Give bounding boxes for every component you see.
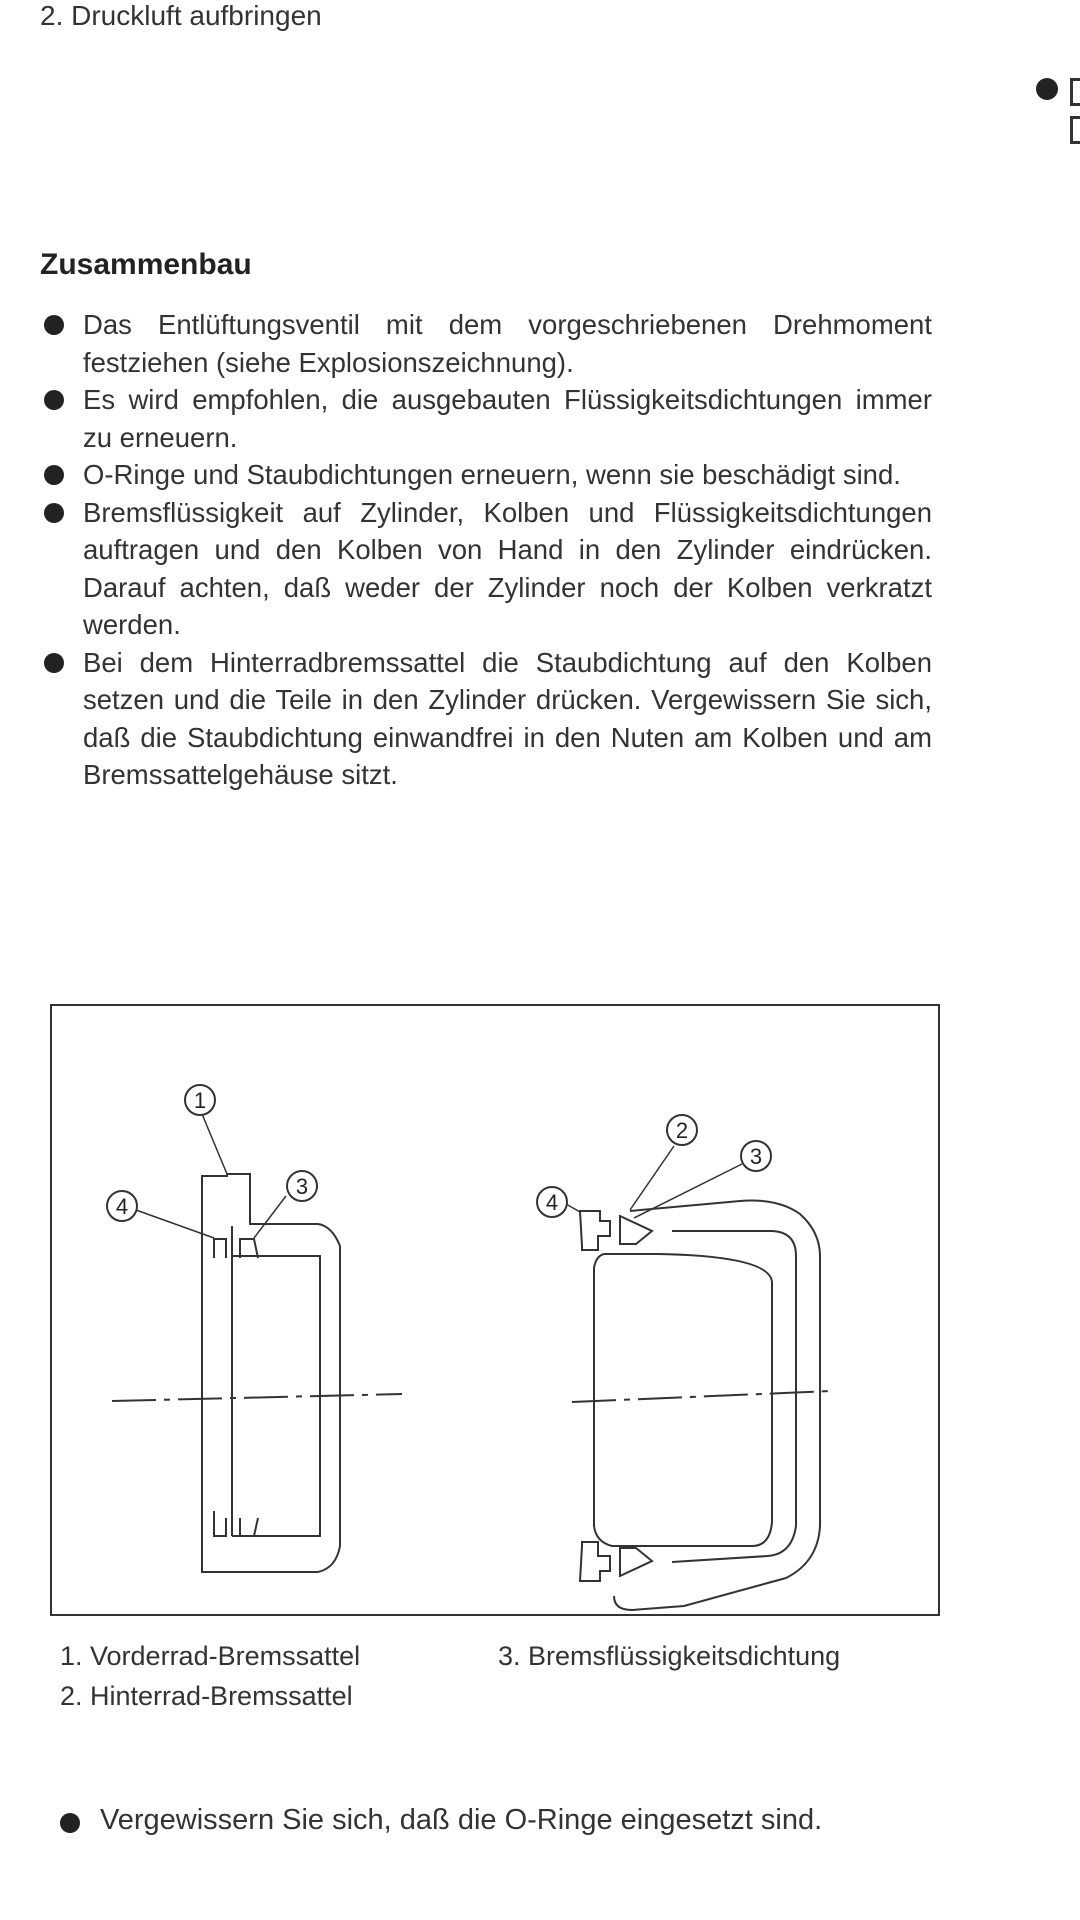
legend-item: 1. Vorderrad-Bremssattel — [60, 1641, 361, 1671]
instruction-item: Bei dem Hinterradbremssattel die Staubdichtung auf den Kolben setzen und die Teile in den Zylinder drücken. Vergewissern Sie sich, daß die Staubdichtung einwandfrei in den Nuten am Kolben und am Bremssattelgehäuse sitzt. — [40, 644, 932, 794]
section-heading: Zusammenbau — [40, 248, 252, 281]
instruction-item: Das Entlüftungsventil mit dem vorgeschriebenen Drehmoment festziehen (siehe Explosionszeichnung). — [40, 306, 932, 381]
callout-label: 3 — [295, 1174, 309, 1199]
brake-caliper-diagram — [50, 1004, 940, 1616]
cut-off-column-fragment — [1036, 70, 1080, 150]
caliper-cross-section-drawing — [52, 1006, 942, 1618]
bullet-dot-icon — [1036, 78, 1058, 100]
callout-label: 2 — [675, 1118, 689, 1143]
figure-legend-left — [60, 1636, 360, 1716]
instruction-item: O-Ringe und Staubdichtungen erneuern, wenn sie beschädigt sind. — [40, 456, 932, 494]
callout-4 — [537, 1187, 567, 1217]
bracket-glyph-icon — [1070, 78, 1080, 106]
instruction-item: Bremsflüssigkeit auf Zylinder, Kolben und Flüssigkeitsdichtungen auftragen und den Kolben von Hand in den Zylinder eindrücken. Darauf achten, daß weder der Zylinder noch der Kolben verkratzt werden. — [40, 494, 932, 644]
callout-3 — [287, 1171, 317, 1201]
callout-label: 4 — [545, 1190, 559, 1215]
assembly-instructions-list — [40, 306, 932, 794]
front-caliper-section — [112, 1114, 402, 1572]
rear-caliper-section — [566, 1146, 832, 1610]
callout-label: 4 — [115, 1194, 129, 1219]
callout-3 — [741, 1141, 771, 1171]
instruction-item: Es wird empfohlen, die ausgebauten Flüssigkeitsdichtungen immer zu erneuern. — [40, 381, 932, 456]
figure-legend-right — [498, 1636, 840, 1676]
callout-1 — [185, 1085, 215, 1115]
legend-item: 2. Hinterrad-Bremssattel — [60, 1681, 353, 1711]
step-text: 2. Druckluft aufbringen — [40, 0, 322, 31]
callout-label: 3 — [749, 1144, 763, 1169]
callout-label: 1 — [193, 1088, 207, 1113]
callout-2 — [667, 1115, 697, 1145]
final-instruction: Vergewissern Sie sich, daß die O-Ringe eingesetzt sind. — [60, 1804, 822, 1837]
legend-item: 3. Bremsflüssigkeitsdichtung — [498, 1641, 841, 1671]
bracket-glyph-icon — [1070, 116, 1080, 144]
callout-4 — [107, 1191, 137, 1221]
